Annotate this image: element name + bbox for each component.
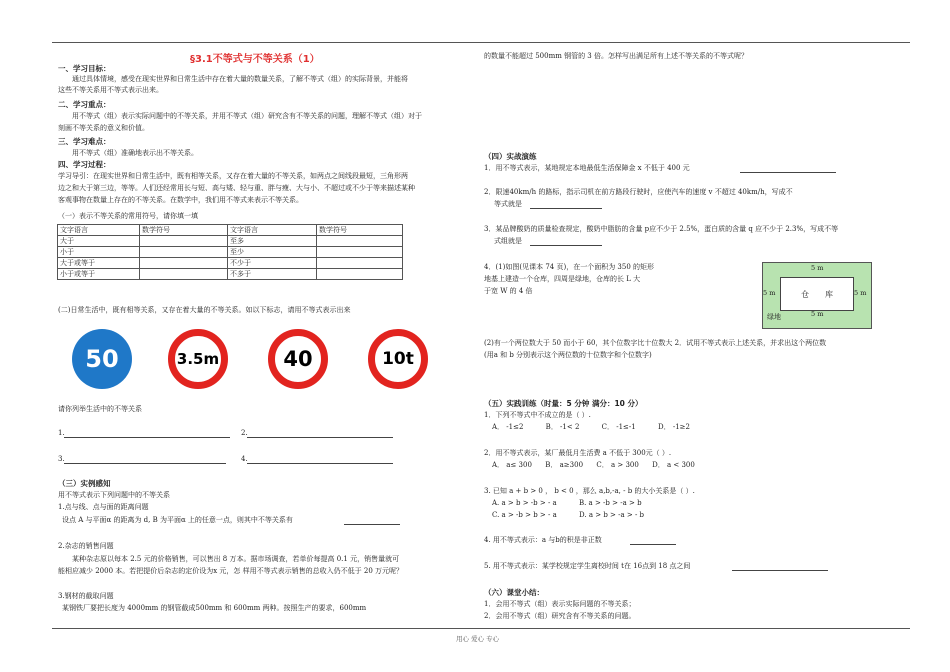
answer-line xyxy=(740,172,836,173)
part-1-heading: （一）表示不等关系的常用符号，请你填一填 xyxy=(58,212,198,220)
exercise-3-options-ab: A. a > b > -b > - a B. a > -b > -a > b xyxy=(492,499,642,507)
text: 设点 A 与平面α 的距离为 d, B 为平面α 上的任意一点，则其中不等关系有 xyxy=(62,516,293,524)
answer-line xyxy=(64,463,226,464)
list-prompt: 请你列举生活中的不等关系 xyxy=(58,405,142,413)
speed-limit-sign-50 xyxy=(72,329,132,389)
text: 1.点与线、点与面的距离问题 xyxy=(58,503,149,511)
section-2-heading: 二、学习重点： xyxy=(58,100,111,109)
height-limit-sign xyxy=(168,329,228,389)
part-6-heading: （六）课堂小结： xyxy=(484,588,544,597)
text: 学习导引：在现实世界和日常生活中，既有相等关系，又存在着大量的不等关系，如两点之间线段最短，三角形两 xyxy=(58,172,408,180)
table-header: 文字语言 xyxy=(228,225,317,236)
part-2-heading: (二)日常生活中，既有相等关系，又存在着大量的不等关系。如以下标志，请用不等式表示出来 xyxy=(58,306,351,314)
exercise-2: 2．用不等式表示，某厂最低月生活费 a 不低于 300元（ ）. xyxy=(484,449,672,457)
dimension-label-bottom: 5 m xyxy=(811,310,824,318)
table-cell: 大于或等于 xyxy=(58,258,140,269)
weight-limit-sign xyxy=(368,329,428,389)
table-cell: 小于或等于 xyxy=(58,269,140,280)
answer-line xyxy=(247,463,393,464)
top-rule xyxy=(52,42,910,43)
text: 刻画不等关系的意义和价值。 xyxy=(58,124,149,132)
table-cell: 不少于 xyxy=(228,258,317,269)
text: 用不等式表示下列问题中的不等关系 xyxy=(58,491,170,499)
table-cell xyxy=(140,236,228,247)
bottom-rule xyxy=(52,628,910,629)
question-2: 2．限速40km/h 的路标，指示司机在前方路段行驶时，应使汽车的速度 v 不超过 40km/h，写成不 xyxy=(484,188,793,196)
sign-label: 50 xyxy=(85,345,119,373)
part-3-heading: （三）实例感知 xyxy=(58,479,111,488)
table-header: 数学符号 xyxy=(140,225,228,236)
sign-label: 10t xyxy=(382,349,414,369)
table-row xyxy=(58,236,403,247)
table-cell: 大于 xyxy=(58,236,140,247)
blank-label: 3. xyxy=(58,455,65,463)
question-4-part-2-cont: (用a 和 b 分别表示这个两位数的十位数字和个位数字) xyxy=(484,351,652,359)
text: 通过具体情境，感受在现实世界和日常生活中存在着大量的数量关系，了解不等式（组）的实际背景，并能将 xyxy=(72,75,408,83)
text: 用不等式（组）表示实际问题中的不等关系，并用不等式（组）研究含有不等关系的问题，理解不等式（组）对于 xyxy=(72,112,422,120)
table-cell xyxy=(140,269,228,280)
table-row xyxy=(58,258,403,269)
answer-line xyxy=(344,524,400,525)
table-cell xyxy=(316,258,402,269)
blank-label: 1. xyxy=(58,429,65,437)
text: 某钢铁厂要把长度为 4000mm 的钢管截成500mm 和 600mm 两种。按照生产的要求，600mm xyxy=(62,604,367,612)
summary-1: 1．会用不等式（组）表示实际问题的不等关系； xyxy=(484,600,636,608)
question-4: 4．(1)如图(见课本 74 页)，在一个面积为 350 的矩形 xyxy=(484,263,654,271)
answer-line xyxy=(530,245,602,246)
warehouse-box xyxy=(780,277,854,311)
exercise-4: 4. 用不等式表示：a 与b的积是非正数 xyxy=(484,536,602,544)
answer-line xyxy=(530,208,602,209)
table-cell xyxy=(316,269,402,280)
warehouse-label: 仓 库 xyxy=(801,289,833,299)
sign-label: 3.5m xyxy=(176,350,220,368)
question-4-cont: 地基上建造一个仓库，四周是绿地，仓库的长 L 大 xyxy=(484,275,641,283)
text: 2.杂志的销售问题 xyxy=(58,542,114,550)
answer-line xyxy=(630,544,676,545)
table-cell xyxy=(316,247,402,258)
table-cell xyxy=(140,258,228,269)
blank-label: 2. xyxy=(241,429,248,437)
question-3-cont: 式组就是 xyxy=(494,237,522,245)
table-cell: 至多 xyxy=(228,236,317,247)
exercise-1-options: A． -1≤2 B． -1< 2 C． -1≤-1 D． -1≥2 xyxy=(492,423,690,431)
footer-text: 用心 爱心 专心 xyxy=(456,635,500,643)
part-5-heading: （五）实践训练（时量：5 分钟 满分：10 分） xyxy=(484,399,643,408)
text: 3.钢材的截取问题 xyxy=(58,592,114,600)
summary-2: 2．会用不等式（组）研究含有不等关系的问题。 xyxy=(484,612,636,620)
speed-limit-sign-40 xyxy=(268,329,328,389)
exercise-3: 3. 已知 a + b > 0 ， b < 0 ，那么 a,b,-a, - b 的大小关系是（ ）. xyxy=(484,487,695,495)
answer-line xyxy=(247,437,393,438)
dimension-label-left: 5 m xyxy=(763,289,776,297)
table-row xyxy=(58,247,403,258)
table-cell: 不多于 xyxy=(228,269,317,280)
text: 用不等式（组）准确地表示出不等关系。 xyxy=(72,149,198,157)
table-header: 数学符号 xyxy=(316,225,402,236)
exercise-2-options: A． a≤ 300 B． a≥300 C． a > 300 D． a < 300 xyxy=(492,461,695,469)
text: 边之和大于第三边，等等。人们还经常用长与短、高与矮、轻与重、胖与瘦、大与小、不超过或不少于等来描述某种 xyxy=(58,184,415,192)
text: 能相应减少 2000 本。若把提价后杂志的定价设为x 元，怎 样用不等式表示销售的总收入仍不低于 20 万元呢？ xyxy=(58,567,404,575)
section-1-heading: 一、学习目标： xyxy=(58,64,111,73)
dimension-label-top: 5 m xyxy=(811,264,824,272)
exercise-5: 5. 用不等式表示：某学校规定学生离校时间 t在 16点到 18 点之间 xyxy=(484,562,691,570)
section-4-heading: 四、学习过程： xyxy=(58,160,111,169)
blank-label: 4. xyxy=(241,455,248,463)
table-cell: 至少 xyxy=(228,247,317,258)
exercise-3-options-cd: C. a > -b > b > - a D. a > b > -a > - b xyxy=(492,511,645,519)
answer-line xyxy=(732,570,828,571)
answer-line xyxy=(64,437,230,438)
table-cell xyxy=(316,236,402,247)
table-cell xyxy=(140,247,228,258)
text: 的数量不能超过 500mm 钢管的 3 倍。怎样写出满足所有上述不等关系的不等式呢？ xyxy=(484,52,748,60)
question-3: 3．某品牌酸奶的质量检查规定，酸奶中脂肪的含量 p应不少于 2.5%，蛋白质的含量 q 应不少于 2.3%，写成不等 xyxy=(484,225,839,233)
question-4-part-2: (2)有一个两位数大于 50 而小于 60，其个位数字比十位数大 2．试用不等式表示上述关系，并求出这个两位数 xyxy=(484,339,827,347)
text: 某种杂志原以每本 2.5 元的价格销售，可以售出 8 万本。据市场调查，若单价每提高 0.1 元，销售量就可 xyxy=(72,555,400,563)
table-header-row xyxy=(58,225,403,236)
page-title: §3.1不等式与不等关系（1） xyxy=(190,54,320,65)
exercise-1: 1．下列不等式中不成立的是（ ）. xyxy=(484,411,591,419)
greenland-label: 绿地 xyxy=(767,313,781,321)
part-4-heading: （四）实战演练 xyxy=(484,152,537,161)
warehouse-diagram xyxy=(762,262,872,329)
question-2-cont: 等式就是 xyxy=(494,200,522,208)
table-row xyxy=(58,269,403,280)
question-1: 1．用不等式表示，某地规定本地最低生活保障金 x 不低于 400 元 xyxy=(484,164,690,172)
table-header: 文字语言 xyxy=(58,225,140,236)
sign-label: 40 xyxy=(283,347,313,371)
question-4-cont: 于宽 W 的 4 倍 xyxy=(484,287,533,295)
symbol-table xyxy=(57,224,403,280)
text: 客观事物在数量上存在的不等关系。在数学中，我们用不等式来表示不等关系。 xyxy=(58,196,303,204)
dimension-label-right: 5 m xyxy=(854,289,867,297)
table-cell: 小于 xyxy=(58,247,140,258)
section-3-heading: 三、学习难点： xyxy=(58,137,111,146)
text: 这些不等关系用不等式表示出来。 xyxy=(58,86,163,94)
